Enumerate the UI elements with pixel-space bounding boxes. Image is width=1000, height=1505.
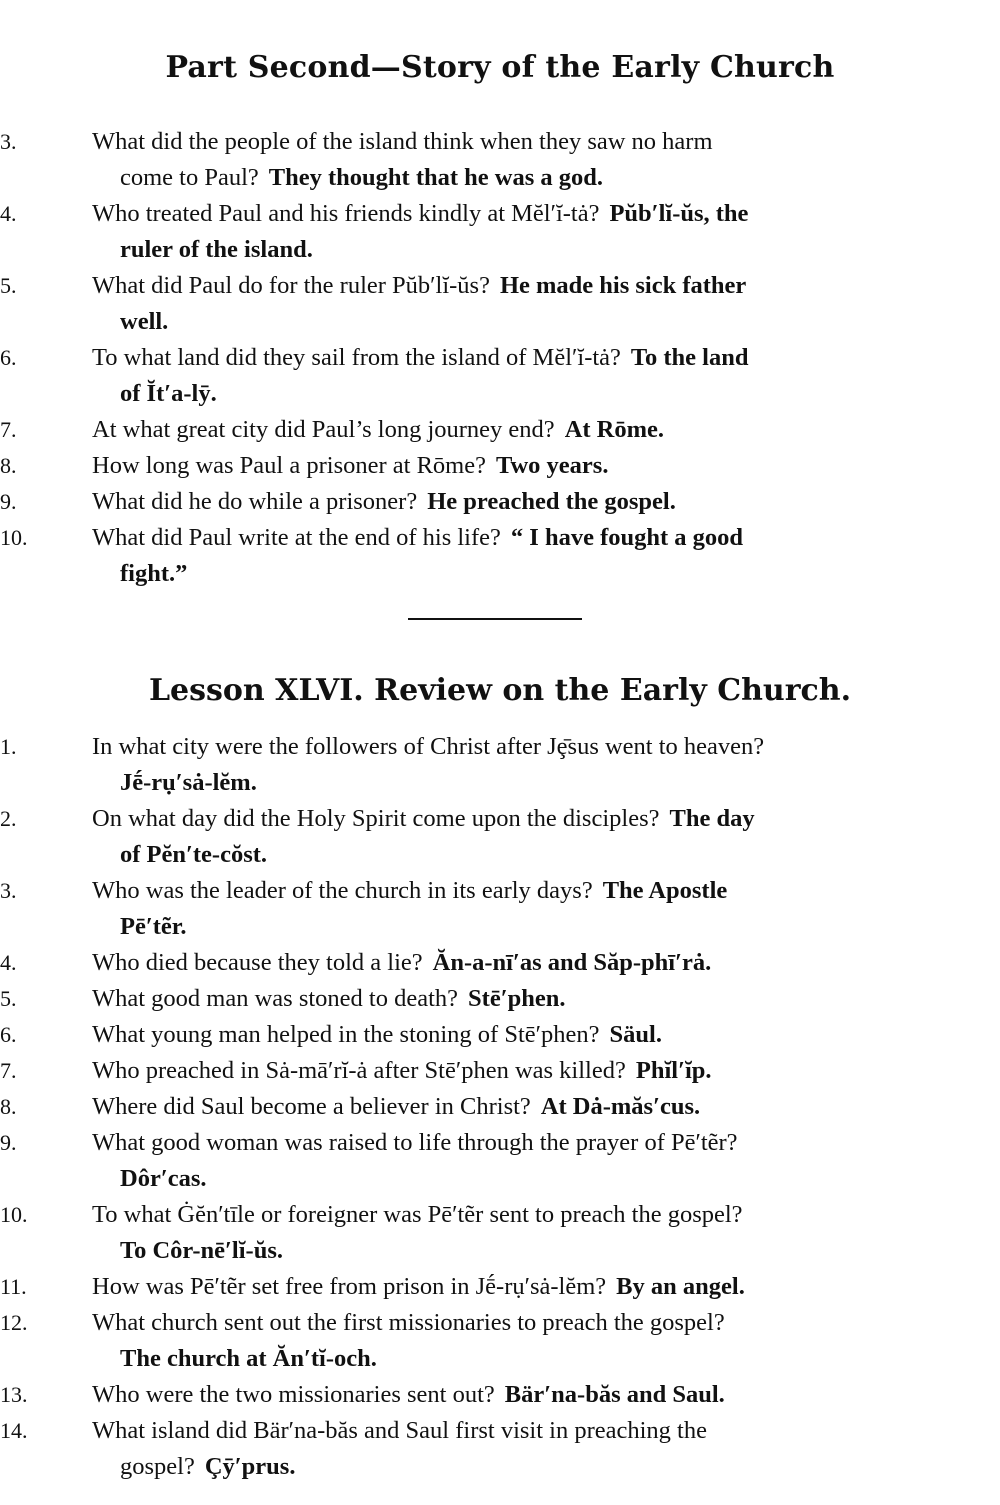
question-text: What did the people of the island think when they saw no harm xyxy=(92,128,713,155)
question-continuation xyxy=(92,1233,970,1269)
question-line xyxy=(92,1089,970,1125)
answer-text: Pŭb′lĭ-ŭs, the xyxy=(609,200,749,227)
answer-text: of Pĕn′te-cŏst. xyxy=(120,841,268,868)
question-text: Who died because they told a lie? xyxy=(92,949,423,976)
question-number: 3. xyxy=(0,878,17,903)
question-text: Who were the two missionaries sent out? xyxy=(92,1381,495,1408)
question-number: 6. xyxy=(0,345,17,370)
lesson-question-list xyxy=(0,729,1000,1485)
question-text: Who treated Paul and his friends kindly at Mĕl′ĭ-tȧ? xyxy=(92,200,600,227)
answer-text: They thought that he was a god. xyxy=(268,164,604,191)
question-item xyxy=(0,1197,1000,1269)
answer-text: He made his sick father xyxy=(499,272,747,299)
question-continuation xyxy=(92,376,970,412)
question-line xyxy=(92,484,970,520)
question-continuation xyxy=(92,160,970,196)
question-line xyxy=(92,196,970,232)
question-number: 14. xyxy=(0,1418,28,1443)
question-number: 11. xyxy=(0,1274,27,1299)
question-number: 10. xyxy=(0,1202,28,1227)
answer-text: Pē′tẽr. xyxy=(120,913,187,940)
question-text: What young man helped in the stoning of Stē′phen? xyxy=(92,1021,600,1048)
question-number: 13. xyxy=(0,1382,28,1407)
answer-text: The day xyxy=(669,805,755,832)
answer-text: At Dȧ-măs′cus. xyxy=(540,1093,701,1120)
question-continuation xyxy=(92,232,970,268)
section-divider xyxy=(408,618,582,620)
question-text: What island did Bär′na-băs and Saul first visit in preaching the xyxy=(92,1417,707,1444)
question-item xyxy=(0,124,1000,196)
answer-text: well. xyxy=(120,308,169,335)
question-number: 4. xyxy=(0,201,17,226)
question-line xyxy=(92,981,970,1017)
question-line xyxy=(92,729,970,765)
question-item xyxy=(0,268,1000,340)
question-number: 5. xyxy=(0,273,17,298)
question-line xyxy=(92,945,970,981)
answer-text: of Ĭt′a-lȳ. xyxy=(120,380,217,407)
question-number: 2. xyxy=(0,806,17,831)
question-text: What did he do while a prisoner? xyxy=(92,488,418,515)
question-number: 12. xyxy=(0,1310,28,1335)
answer-text: To the land xyxy=(630,344,749,371)
question-item xyxy=(0,729,1000,801)
question-line xyxy=(92,1377,970,1413)
question-text: What did Paul write at the end of his life? xyxy=(92,524,501,551)
question-item xyxy=(0,801,1000,873)
question-number: 9. xyxy=(0,489,17,514)
answer-text: Two years. xyxy=(495,452,609,479)
question-continuation xyxy=(92,909,970,945)
question-item xyxy=(0,196,1000,268)
question-line xyxy=(92,1125,970,1161)
question-text: On what day did the Holy Spirit come upon the disciples? xyxy=(92,805,660,832)
question-line xyxy=(92,873,970,909)
question-line xyxy=(92,268,970,304)
answer-text: Phĭl′ĭp. xyxy=(635,1057,712,1084)
question-number: 3. xyxy=(0,129,17,154)
question-continuation xyxy=(92,837,970,873)
question-line xyxy=(92,1197,970,1233)
question-item xyxy=(0,873,1000,945)
answer-text: By an angel. xyxy=(616,1273,745,1300)
question-text: What good woman was raised to life through the prayer of Pē′tẽr? xyxy=(92,1129,738,1156)
question-number: 10. xyxy=(0,525,28,550)
question-text: gospel? xyxy=(120,1453,195,1480)
question-number: 6. xyxy=(0,1022,17,1047)
question-text: Where did Saul become a believer in Christ? xyxy=(92,1093,531,1120)
question-text: How long was Paul a prisoner at Rōme? xyxy=(92,452,486,479)
question-number: 9. xyxy=(0,1130,17,1155)
question-text: At what great city did Paul’s long journey end? xyxy=(92,416,555,443)
answer-text: “ I have fought a good xyxy=(510,524,744,551)
part-second-question-list xyxy=(0,124,1000,592)
question-number: 4. xyxy=(0,950,17,975)
question-item xyxy=(0,1269,1000,1305)
page-header: Part Second—Story of the Early Church xyxy=(165,50,835,85)
question-item xyxy=(0,484,1000,520)
question-number: 8. xyxy=(0,453,17,478)
question-text: How was Pē′tẽr set free from prison in Jḗ-rụ′sȧ-lĕm? xyxy=(92,1273,607,1300)
question-item xyxy=(0,1017,1000,1053)
question-line xyxy=(92,412,970,448)
answer-text: The church at Ăn′tĭ-och. xyxy=(120,1345,377,1372)
answer-text: Stē′phen. xyxy=(468,985,566,1012)
answer-text: Dôr′cas. xyxy=(120,1165,207,1192)
question-line xyxy=(92,801,970,837)
question-line xyxy=(92,1413,970,1449)
answer-text: fight.” xyxy=(120,560,188,587)
question-text: What good man was stoned to death? xyxy=(92,985,459,1012)
answer-text: Jḗ-rụ′sȧ-lĕm. xyxy=(120,769,257,796)
question-item xyxy=(0,520,1000,592)
question-number: 1. xyxy=(0,734,17,759)
question-text: come to Paul? xyxy=(120,164,259,191)
question-item xyxy=(0,1053,1000,1089)
answer-text: The Apostle xyxy=(602,877,728,904)
answer-text: Ăn-a-nī′as and Săp-phī′rȧ. xyxy=(432,949,712,976)
answer-text: He preached the gospel. xyxy=(427,488,676,515)
answer-text: Säul. xyxy=(609,1021,662,1048)
question-number: 8. xyxy=(0,1094,17,1119)
question-text: To what land did they sail from the island of Mĕl′ĭ-tȧ? xyxy=(92,344,621,371)
question-item xyxy=(0,340,1000,412)
question-item xyxy=(0,1413,1000,1485)
question-line xyxy=(92,1269,970,1305)
question-number: 7. xyxy=(0,417,17,442)
question-text: To what Ġĕn′tīle or foreigner was Pē′tẽr sent to preach the gospel? xyxy=(92,1201,743,1228)
lesson-title: Lesson XLVI. Review on the Early Church. xyxy=(148,673,852,708)
question-line xyxy=(92,520,970,556)
question-number: 5. xyxy=(0,986,17,1011)
question-number: 7. xyxy=(0,1058,17,1083)
question-text: Who preached in Sȧ-mā′rĭ-ȧ after Stē′phen was killed? xyxy=(92,1057,626,1084)
question-item xyxy=(0,1377,1000,1413)
question-item xyxy=(0,981,1000,1017)
question-line xyxy=(92,340,970,376)
question-item xyxy=(0,945,1000,981)
answer-text: ruler of the island. xyxy=(120,236,313,263)
question-line xyxy=(92,124,970,160)
question-text: What church sent out the first missionaries to preach the gospel? xyxy=(92,1309,725,1336)
question-line xyxy=(92,1017,970,1053)
question-text: In what city were the followers of Christ after Jȩ̄sus went to heaven? xyxy=(92,733,765,760)
question-line xyxy=(92,448,970,484)
question-continuation xyxy=(92,1341,970,1377)
question-continuation xyxy=(92,304,970,340)
question-line xyxy=(92,1305,970,1341)
question-item xyxy=(0,412,1000,448)
answer-text: At Rōme. xyxy=(564,416,665,443)
question-item xyxy=(0,448,1000,484)
answer-text: Bär′na-băs and Saul. xyxy=(504,1381,725,1408)
question-line xyxy=(92,1053,970,1089)
answer-text: To Côr-nē′lĭ-ŭs. xyxy=(120,1237,283,1264)
question-text: What did Paul do for the ruler Pŭb′lĭ-ŭs? xyxy=(92,272,490,299)
answer-text: Çȳ′prus. xyxy=(204,1453,296,1480)
question-continuation xyxy=(92,556,970,592)
question-item xyxy=(0,1125,1000,1197)
question-text: Who was the leader of the church in its early days? xyxy=(92,877,593,904)
question-continuation xyxy=(92,765,970,801)
question-continuation xyxy=(92,1161,970,1197)
question-item xyxy=(0,1305,1000,1377)
question-item xyxy=(0,1089,1000,1125)
question-continuation xyxy=(92,1449,970,1485)
